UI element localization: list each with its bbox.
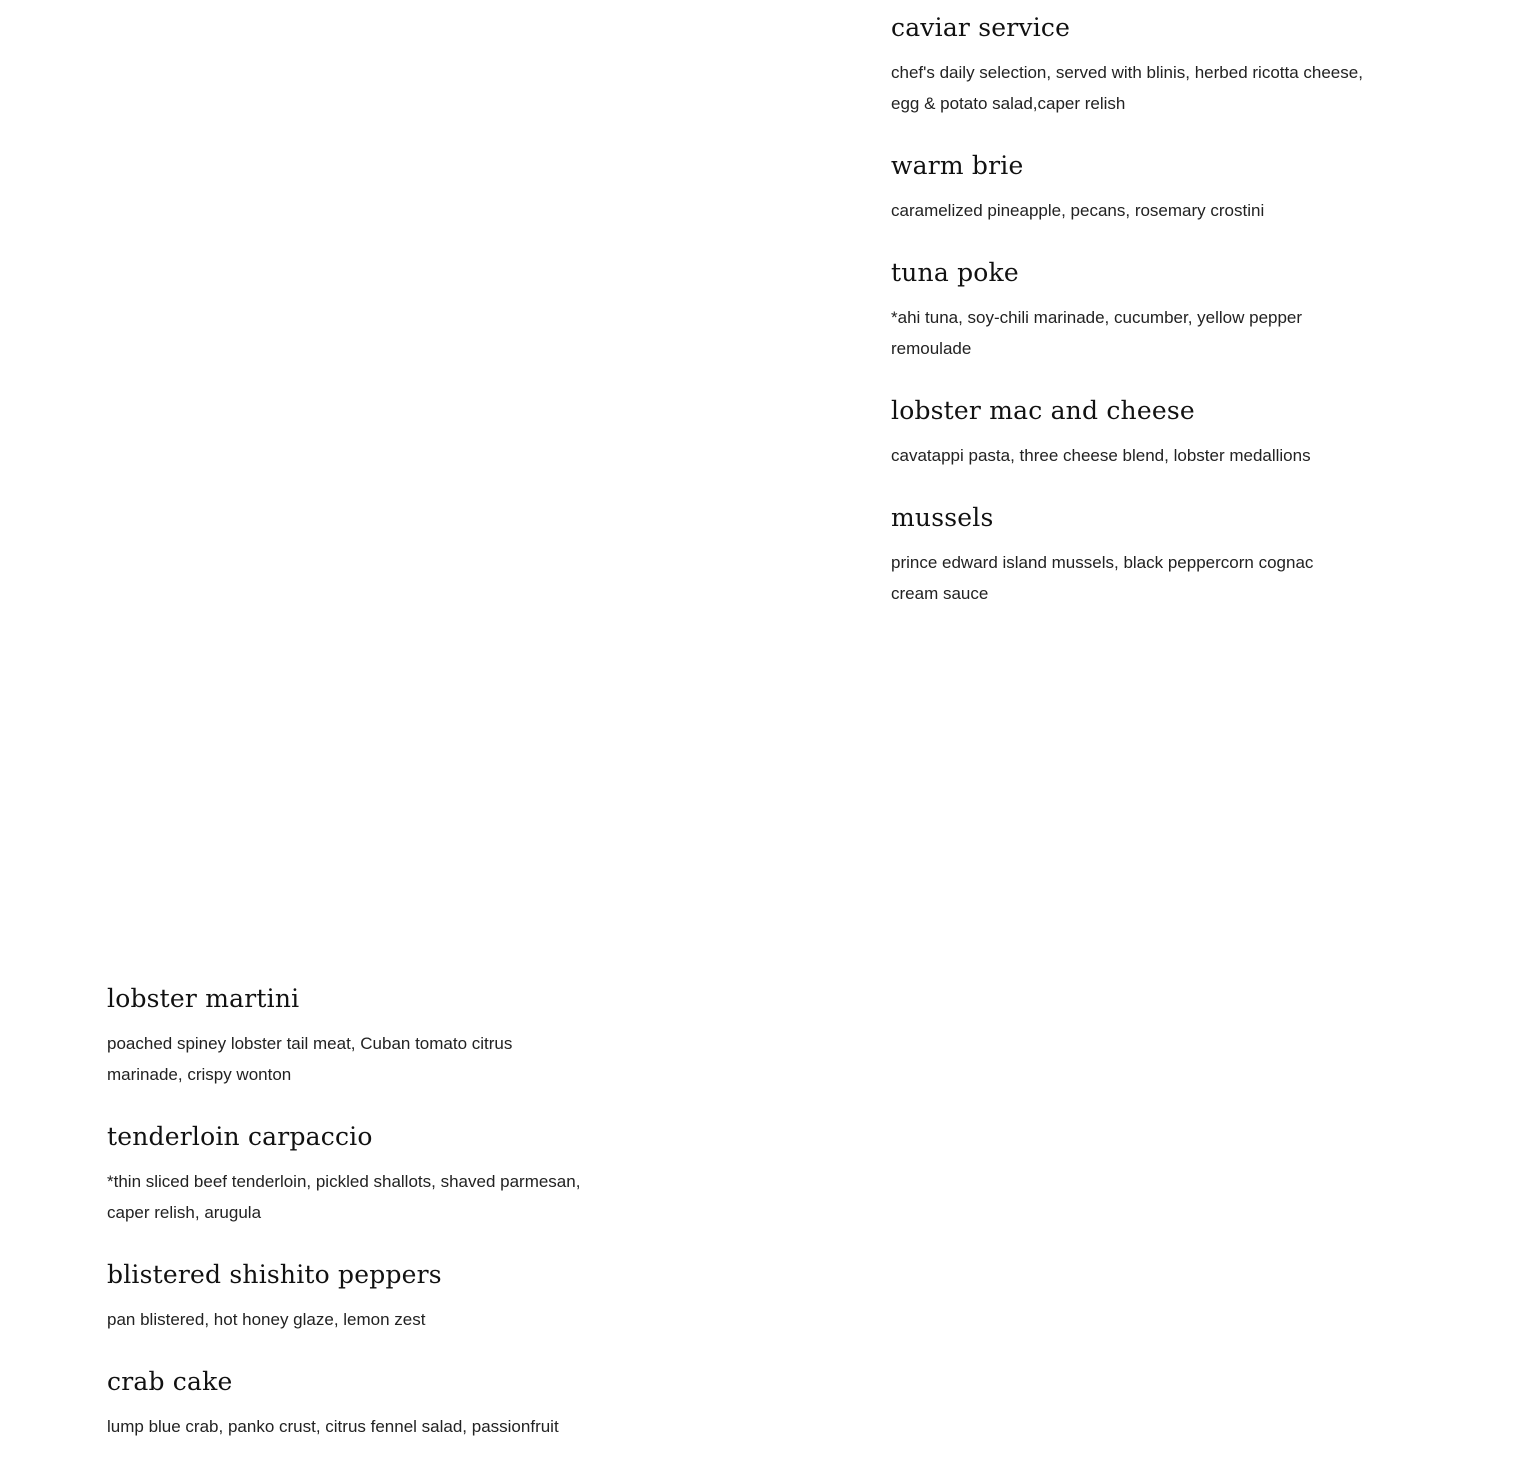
- description-line: prince edward island mussels, black peppercorn cognac: [891, 553, 1314, 572]
- description-line: chef's daily selection, served with blinis, herbed ricotta cheese,: [891, 63, 1363, 82]
- item-description: [891, 440, 1381, 471]
- menu-item-blistered-shishito-peppers: [107, 1258, 597, 1335]
- menu-item-tuna-poke: [891, 256, 1381, 364]
- description-line: marinade, crispy wonton: [107, 1065, 292, 1084]
- item-title: lobster mac and cheese: [891, 396, 1195, 425]
- menu-item-warm-brie: [891, 149, 1381, 226]
- item-title: mussels: [891, 503, 994, 532]
- description-line: remoulade: [891, 339, 972, 358]
- menu-item-lobster-martini: [107, 982, 597, 1090]
- item-description: [891, 57, 1381, 119]
- description-line: *ahi tuna, soy-chili marinade, cucumber, yellow pepper: [891, 308, 1303, 327]
- menu-column-left: [107, 982, 597, 1472]
- description-line: cavatappi pasta, three cheese blend, lobster medallions: [891, 446, 1311, 465]
- item-description: [107, 1304, 597, 1335]
- item-title: blistered shishito peppers: [107, 1260, 442, 1289]
- menu-item-crab-cake: [107, 1365, 597, 1442]
- menu-item-lobster-mac-and-cheese: [891, 394, 1381, 471]
- item-description: [107, 1028, 597, 1090]
- item-description: [891, 547, 1381, 609]
- item-title: lobster martini: [107, 984, 300, 1013]
- item-title: caviar service: [891, 13, 1071, 42]
- menu-item-tenderloin-carpaccio: [107, 1120, 597, 1228]
- menu-item-mussels: [891, 501, 1381, 609]
- description-line: poached spiney lobster tail meat, Cuban tomato citrus: [107, 1034, 513, 1053]
- description-line: caper relish, arugula: [107, 1203, 262, 1222]
- item-title: tuna poke: [891, 258, 1019, 287]
- description-line: cream sauce: [891, 584, 989, 603]
- item-title: warm brie: [891, 151, 1024, 180]
- item-description: [107, 1166, 597, 1228]
- description-line: pan blistered, hot honey glaze, lemon zest: [107, 1310, 426, 1329]
- description-line: caramelized pineapple, pecans, rosemary crostini: [891, 201, 1265, 220]
- item-title: crab cake: [107, 1367, 233, 1396]
- description-line: lump blue crab, panko crust, citrus fennel salad, passionfruit: [107, 1417, 559, 1436]
- menu-column-right: [891, 11, 1381, 639]
- description-line: *thin sliced beef tenderloin, pickled shallots, shaved parmesan,: [107, 1172, 581, 1191]
- description-line: egg & potato salad,caper relish: [891, 94, 1126, 113]
- item-description: [891, 195, 1381, 226]
- menu-item-caviar-service: [891, 11, 1381, 119]
- item-description: [891, 302, 1381, 364]
- item-description: [107, 1411, 597, 1442]
- item-title: tenderloin carpaccio: [107, 1122, 373, 1151]
